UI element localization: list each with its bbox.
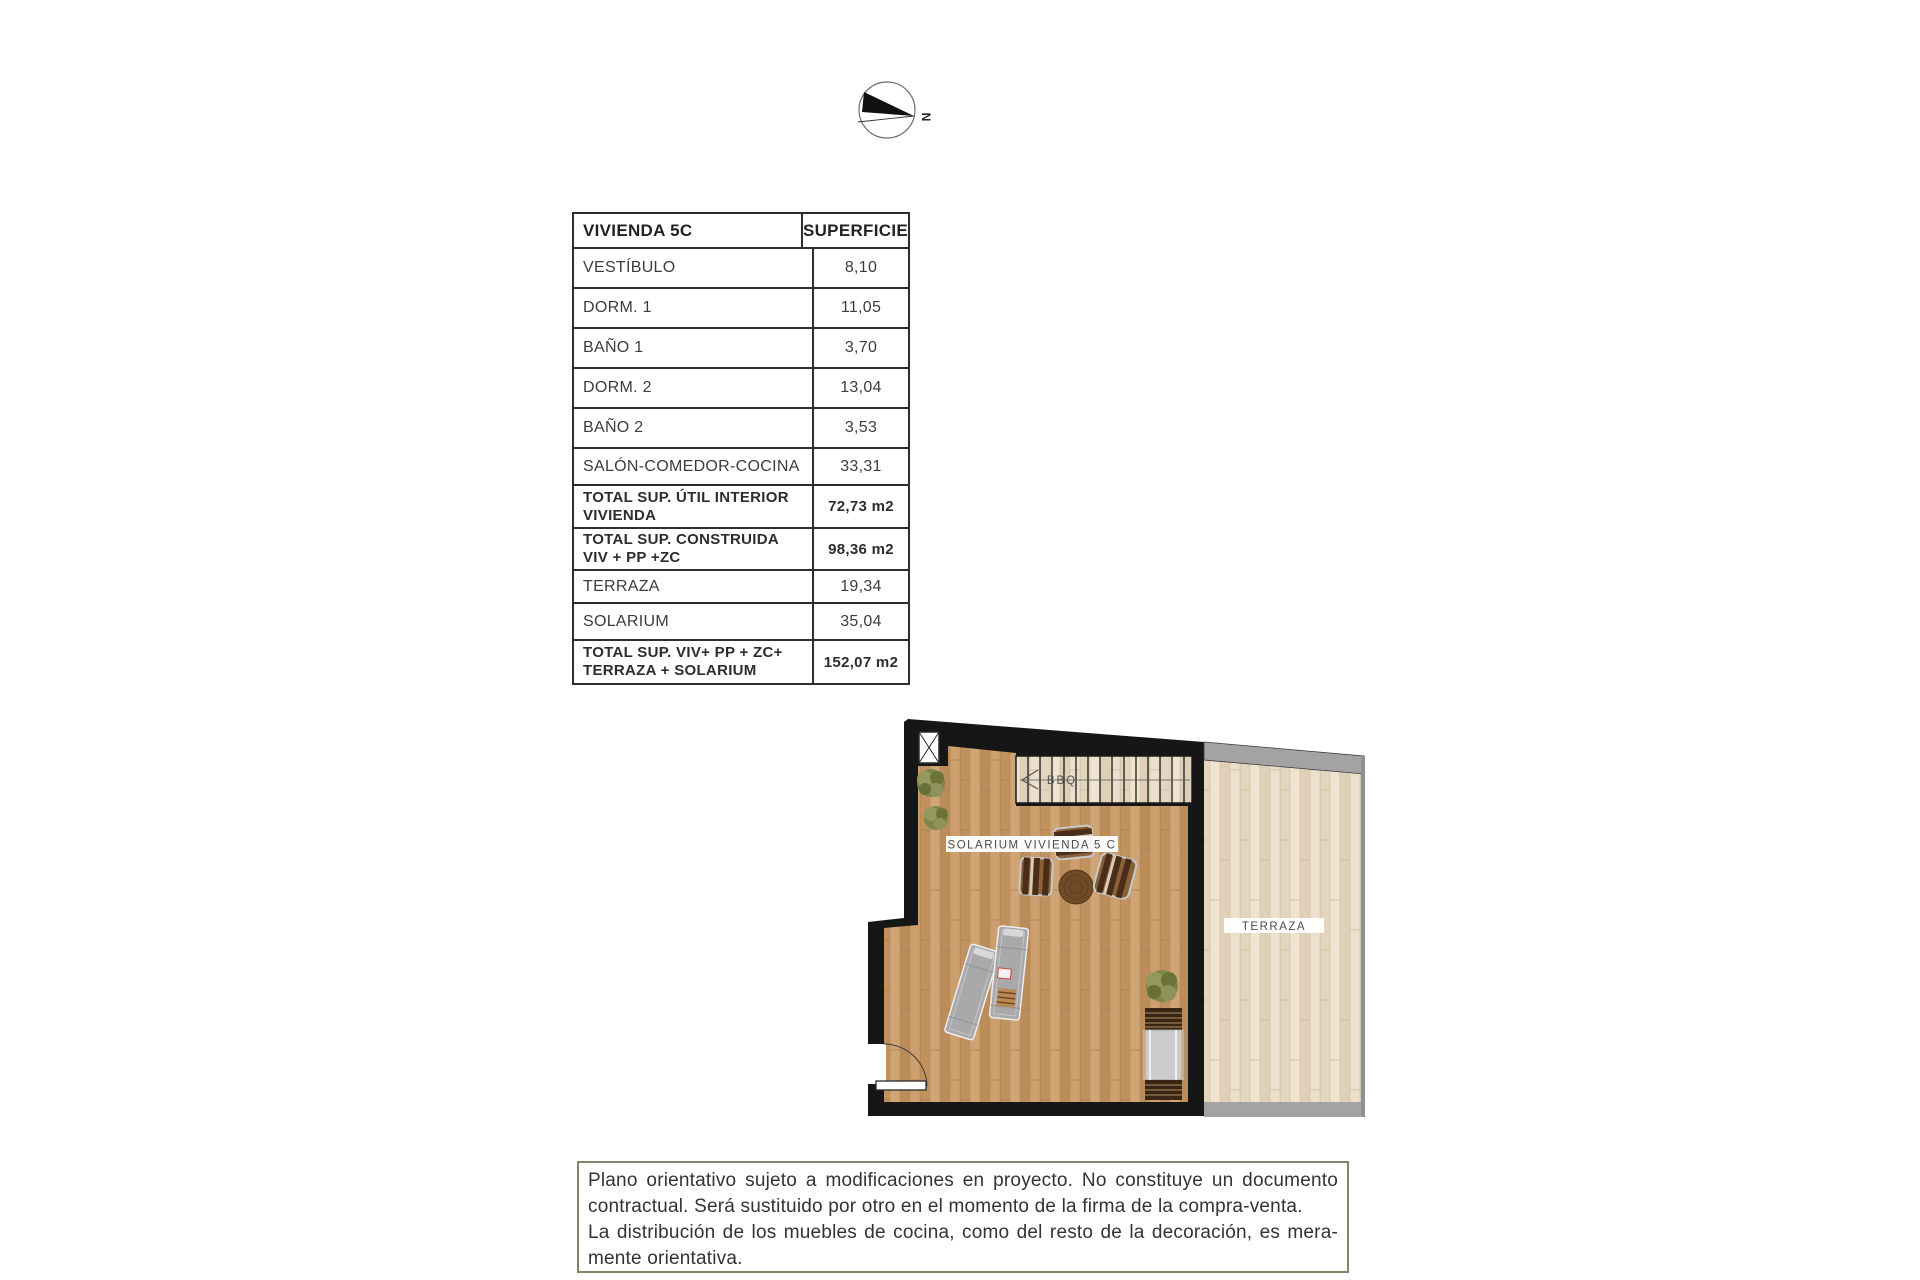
room-label: SOLARIUM bbox=[574, 604, 814, 639]
disclaimer-box bbox=[577, 1161, 1349, 1273]
table-row-total bbox=[574, 486, 908, 529]
room-value: 3,53 bbox=[844, 419, 878, 436]
area-table bbox=[572, 212, 910, 685]
patio-chair bbox=[1019, 857, 1053, 896]
table-row bbox=[574, 289, 908, 329]
table-row bbox=[574, 409, 908, 449]
table-row bbox=[574, 604, 908, 641]
table-row-total bbox=[574, 641, 908, 683]
room-label: VESTÍBULO bbox=[574, 249, 814, 287]
room-label: DORM. 1 bbox=[574, 289, 814, 327]
terraza-edge bbox=[1361, 756, 1365, 1117]
compass-north-indicator bbox=[848, 72, 948, 148]
floor-plan bbox=[855, 710, 1370, 1125]
room-label: BAÑO 1 bbox=[574, 329, 814, 367]
room-value: 13,04 bbox=[840, 379, 882, 396]
solarium-label-text: SOLARIUM VIVIENDA 5 C bbox=[947, 839, 1117, 852]
door-leaf bbox=[876, 1081, 926, 1090]
room-value: 98,36 m2 bbox=[828, 540, 894, 558]
table-row-total bbox=[574, 529, 908, 571]
compass-north-label: N bbox=[918, 112, 933, 122]
room-label: TOTAL SUP. ÚTIL INTERIOR VIVIENDA bbox=[574, 486, 814, 527]
bbq-label: BBQ bbox=[1046, 775, 1078, 787]
room-value: 19,34 bbox=[840, 577, 882, 595]
table-row bbox=[574, 369, 908, 409]
mat-bench bbox=[1143, 1008, 1184, 1100]
room-label: BAÑO 2 bbox=[574, 409, 814, 447]
room-value: 35,04 bbox=[840, 612, 882, 630]
terraza-label bbox=[1224, 918, 1324, 933]
stairs bbox=[1016, 756, 1192, 803]
room-label: TOTAL SUP. CONSTRUIDA VIV + PP +ZC bbox=[574, 529, 814, 569]
disclaimer-line: La distribución de los muebles de cocina, como del resto de la decoración, es mera- bbox=[588, 1222, 1338, 1243]
table-row bbox=[574, 329, 908, 369]
plant bbox=[1146, 970, 1178, 1002]
disclaimer-line: mente orientativa. bbox=[588, 1248, 743, 1269]
room-value: 11,05 bbox=[840, 299, 882, 316]
terraza-parapet-bottom bbox=[1204, 1102, 1364, 1117]
room-value: 8,10 bbox=[844, 259, 878, 276]
table-row bbox=[574, 571, 908, 604]
plant bbox=[917, 769, 945, 797]
table-row bbox=[574, 449, 908, 486]
table-header-surface: SUPERFICIE bbox=[802, 220, 908, 240]
patio-table bbox=[1059, 870, 1093, 904]
room-value: 72,73 m2 bbox=[828, 498, 894, 515]
table-row bbox=[574, 249, 908, 289]
compass-needle-icon bbox=[862, 92, 914, 116]
room-value: 3,70 bbox=[844, 339, 878, 356]
room-label: SALÓN-COMEDOR-COCINA bbox=[574, 449, 814, 484]
room-label: TERRAZA bbox=[574, 571, 814, 602]
solarium-label bbox=[946, 836, 1118, 852]
room-label: DORM. 2 bbox=[574, 369, 814, 407]
magazine bbox=[997, 968, 1011, 979]
table-header-row bbox=[574, 214, 908, 249]
disclaimer-line: contractual. Será sustituido por otro en el momento de la firma de la compra-venta. bbox=[588, 1196, 1303, 1217]
disclaimer-line: Plano orientativo sujeto a modificaciones en proyecto. No constituye un documento bbox=[588, 1170, 1338, 1191]
room-label: TOTAL SUP. VIV+ PP + ZC+ TERRAZA + SOLARIUM bbox=[574, 641, 814, 683]
terraza-label-text: TERRAZA bbox=[1241, 921, 1307, 933]
plant bbox=[924, 806, 948, 830]
room-value: 33,31 bbox=[840, 457, 882, 475]
towel bbox=[996, 988, 1016, 1008]
skylight-icon bbox=[919, 732, 939, 763]
table-header-name: VIVIENDA 5C bbox=[574, 214, 803, 247]
room-value: 152,07 m2 bbox=[823, 653, 899, 671]
